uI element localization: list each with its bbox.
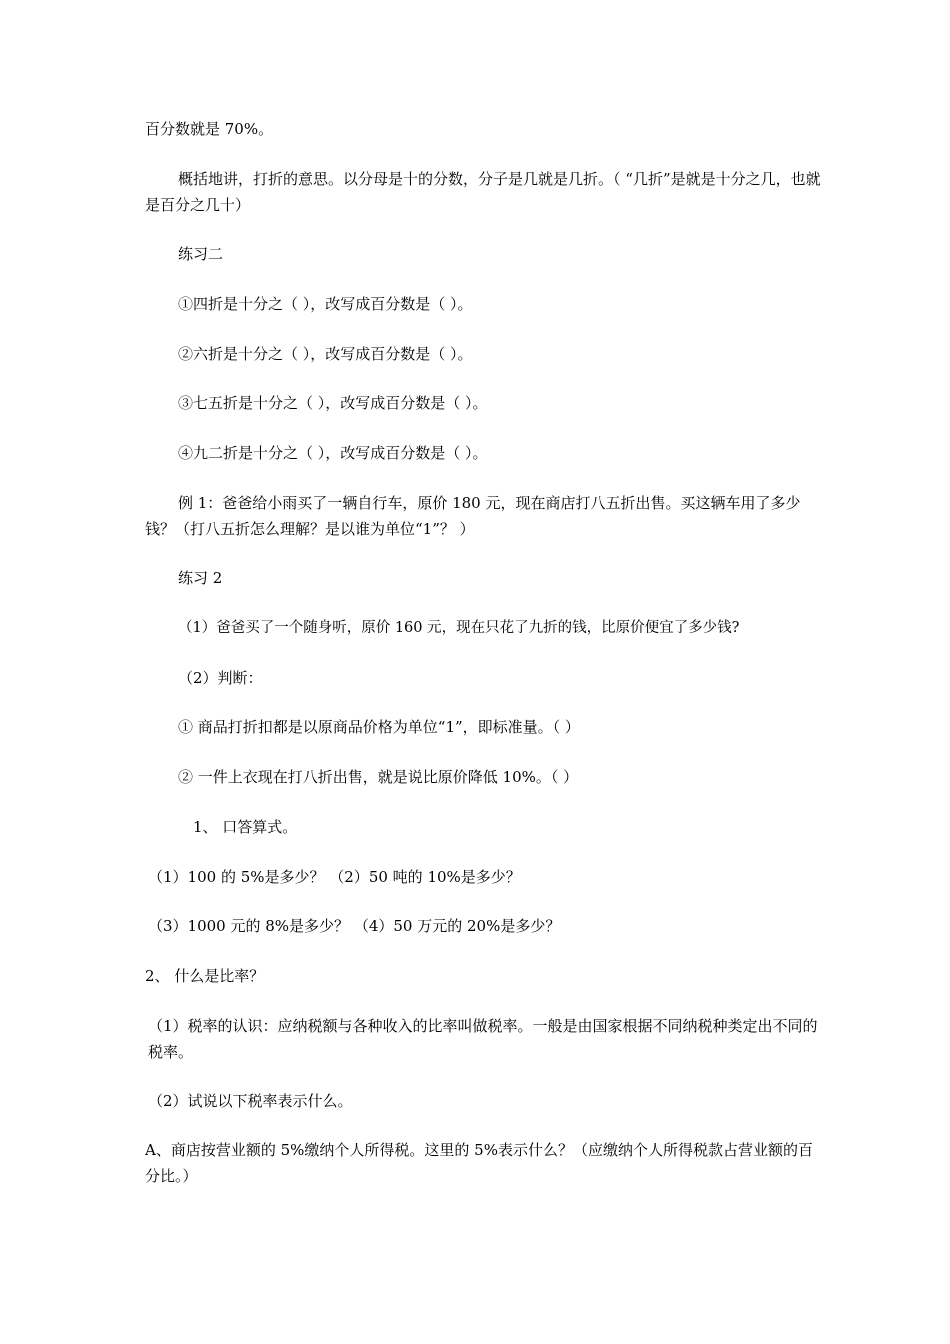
judge-item-1: ① 商品打折扣都是以原商品价格为单位“1”，即标准量。（ ） <box>178 718 580 736</box>
exercise-2-question-1: （1）爸爸买了一个随身听，原价 160 元，现在只花了九折的钱，比原价便宜了多少钱? <box>178 620 740 636</box>
judge-item-2: ② 一件上衣现在打八折出售，就是说比原价降低 10%。（ ） <box>178 768 579 786</box>
paragraph-percent-70: 百分数就是 70%。 <box>145 120 274 138</box>
exercise-item-4: ④九二折是十分之（ ），改写成百分数是（ ）。 <box>178 444 488 462</box>
heading-exercise-2: 练习 2 <box>178 569 223 587</box>
section-what-is-rate: 2、 什么是比率？ <box>145 967 265 985</box>
exercise-item-3: ③七五折是十分之（ ），改写成百分数是（ ）。 <box>178 394 488 412</box>
tax-rate-definition: （1）税率的认识：应纳税额与各种收入的比率叫做税率。一般是由国家根据不同纳税种类定出不同的税率。 <box>148 1017 818 1061</box>
example-1: 例 1：爸爸给小雨买了一辆自行车，原价 180 元，现在商店打八五折出售。买这辆车用了多少钱？（打八五折怎么理解？是以谁为单位“1”？ ） <box>145 494 801 538</box>
tax-rate-question: （2）试说以下税率表示什么。 <box>148 1092 353 1110</box>
section-oral-calculation: 1、 口答算式。 <box>193 818 298 836</box>
heading-exercise-two: 练习二 <box>178 245 224 263</box>
oral-calculation-row-2: （3）1000 元的 8%是多少？ （4）50 万元的 20%是多少？ <box>148 917 561 935</box>
paragraph-discount-summary: 概括地讲，打折的意思。以分母是十的分数，分子是几就是几折。（ “几折”是就是十分之几，也就是百分之几十） <box>145 170 821 214</box>
exercise-item-1: ①四折是十分之（ ），改写成百分数是（ ）。 <box>178 295 473 313</box>
exercise-item-2: ②六折是十分之（ ），改写成百分数是（ ）。 <box>178 345 473 363</box>
exercise-2-judge-heading: （2）判断： <box>178 669 263 687</box>
oral-calculation-row-1: （1）100 的 5%是多少？ （2）50 吨的 10%是多少？ <box>148 868 521 886</box>
tax-rate-example-a: A、商店按营业额的 5%缴纳个人所得税。这里的 5%表示什么？（应缴纳个人所得税款占营业额的百分比。） <box>145 1141 813 1185</box>
